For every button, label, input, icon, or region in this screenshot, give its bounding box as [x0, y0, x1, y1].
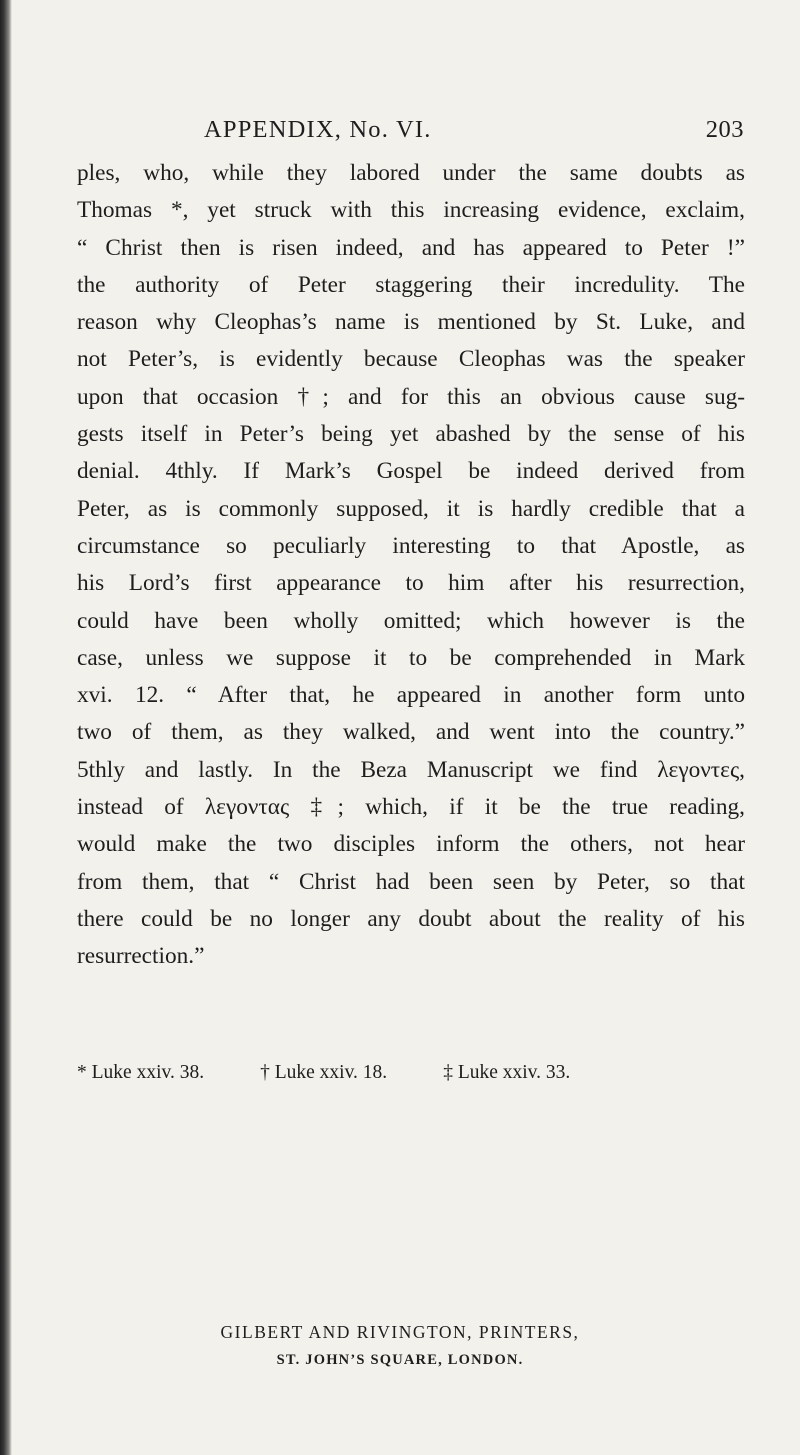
text-line: not Peter’s, is evidently because Cleophas was the speaker: [77, 346, 745, 373]
text-line: xvi. 12. “ After that, he appeared in another form unto: [77, 682, 745, 709]
footnote: † Luke xxiv. 18.: [260, 1062, 388, 1083]
text-line: his Lord’s first appearance to him after his resurrection,: [77, 570, 745, 597]
text-line: gests itself in Peter’s being yet abashed by the sense of his: [77, 421, 745, 448]
footnote: * Luke xxiv. 38.: [77, 1062, 205, 1083]
running-header: [204, 116, 744, 144]
text-line: there could be no longer any doubt about the reality of his: [77, 905, 745, 932]
text-line: the authority of Peter staggering their incredulity. The: [77, 271, 745, 298]
text-line: circumstance so peculiarly interesting to that Apostle, as: [77, 532, 745, 559]
text-line: resurrection.”: [77, 943, 205, 970]
footnote: ‡ Luke xxiv. 33.: [443, 1062, 571, 1083]
text-line: 5thly and lastly. In the Beza Manuscript we find λεγοντες,: [77, 756, 745, 783]
book-spine-edge: [0, 0, 12, 1455]
text-line: Thomas *, yet struck with this increasing evidence, exclaim,: [77, 197, 745, 224]
header-title: APPENDIX, No. VI.: [204, 116, 432, 143]
text-line: would make the two disciples inform the others, not hear: [77, 831, 745, 858]
text-line: case, unless we suppose it to be comprehended in Mark: [77, 644, 745, 671]
text-line: two of them, as they walked, and went into the country.”: [77, 719, 745, 746]
footnotes: [77, 1062, 745, 1084]
printer-imprint-line-1: GILBERT AND RIVINGTON, PRINTERS,: [220, 1322, 580, 1342]
printer-imprint-line-2: ST. JOHN’S SQUARE, LONDON.: [276, 1352, 524, 1368]
text-line: from them, that “ Christ had been seen by Peter, so that: [77, 868, 745, 895]
text-line: upon that occasion †; and for this an obvious cause sug-: [77, 383, 745, 410]
text-line: Peter, as is commonly supposed, it is hardly credible that a: [77, 495, 745, 522]
text-line: “ Christ then is risen indeed, and has appeared to Peter !”: [77, 234, 745, 261]
page-number: 203: [705, 116, 744, 143]
text-line: could have been wholly omitted; which however is the: [77, 607, 745, 634]
text-line: instead of λεγοντας ‡; which, if it be the true reading,: [77, 794, 745, 821]
text-line: ples, who, while they labored under the same doubts as: [77, 160, 745, 186]
text-line: denial. 4thly. If Mark’s Gospel be indeed derived from: [77, 458, 745, 485]
text-line: reason why Cleophas’s name is mentioned by St. Luke, and: [77, 309, 745, 336]
body-text: [77, 155, 745, 976]
